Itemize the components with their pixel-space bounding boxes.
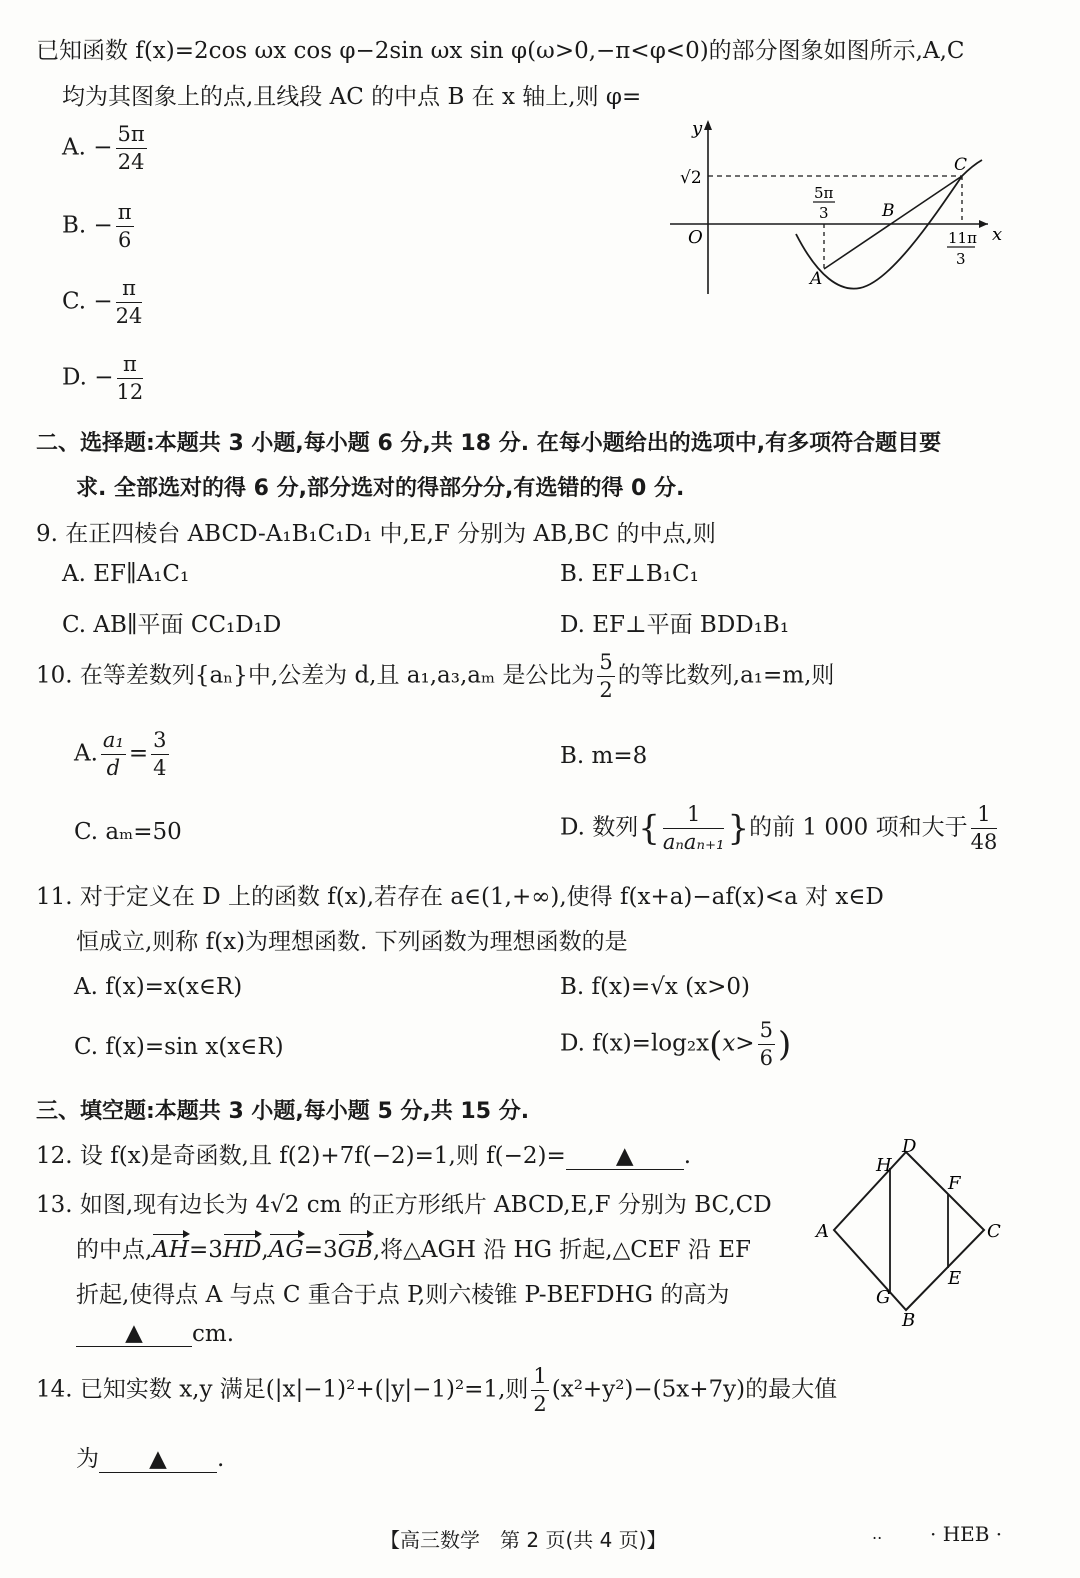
domain-condition: x>	[722, 1030, 755, 1057]
q10-option-d	[560, 804, 1000, 853]
option-fraction	[116, 124, 147, 173]
x-label: x	[992, 224, 1003, 245]
q10-ratio-fraction	[597, 652, 614, 701]
q11-stem-line1: 11. 对于定义在 D 上的函数 f(x),若存在 a∈(1,+∞),使得 f(x+a)−af(x)<a 对 x∈D	[36, 884, 884, 910]
denominator: 12	[116, 380, 144, 404]
q14-answer-line	[76, 1440, 224, 1473]
option-fraction	[116, 278, 143, 327]
option-fraction	[116, 202, 134, 251]
right-brace: }	[727, 808, 750, 849]
x1-den: 3	[819, 204, 829, 222]
footer-code: · HEB ·	[930, 1522, 1003, 1546]
sequence-term-fraction	[663, 804, 725, 853]
option-label: C. −	[62, 288, 113, 315]
numerator: 1	[971, 804, 998, 829]
label-d: D	[902, 1136, 917, 1157]
q10-option-b: B. m=8	[560, 743, 648, 769]
denominator: 48	[970, 830, 998, 854]
q10-option-c: C. aₘ=50	[74, 819, 182, 845]
period: .	[683, 1143, 692, 1169]
q13-text-b: =3	[188, 1237, 223, 1263]
q8-option-a	[62, 124, 150, 173]
option-d-middle: 的前 1 000 项和大于	[749, 814, 968, 841]
origin-label: O	[688, 227, 703, 248]
q8-option-c	[62, 278, 145, 327]
q13-square-figure	[812, 1130, 1012, 1330]
option-d-function: D. f(x)=log₂x	[560, 1030, 710, 1057]
q13-line3: 折起,使得点 A 与点 C 重合于点 P,则六棱锥 P-BEFDHG 的高为	[76, 1282, 730, 1308]
label-c: C	[987, 1221, 1001, 1242]
option-label: D. 数列	[560, 814, 639, 841]
q13-text-c: ,	[261, 1237, 269, 1263]
y-label: y	[692, 118, 703, 139]
q8-stem-line1: 已知函数 f(x)=2cos ωx cos φ−2sin ωx sin φ(ω>0,−π<φ<0)的部分图象如图所示,A,C	[36, 38, 965, 64]
a1-over-d	[101, 730, 126, 779]
q11-option-c: C. f(x)=sin x(x∈R)	[74, 1034, 284, 1060]
section3-heading: 三、填空题:本题共 3 小题,每小题 5 分,共 15 分.	[36, 1099, 530, 1124]
numerator: π	[116, 278, 143, 303]
q11-option-d	[560, 1020, 791, 1069]
point-c-label: C	[954, 155, 968, 175]
section2-heading-line2: 求. 全部选对的得 6 分,部分选对的得部分分,有选错的得 0 分.	[76, 476, 685, 501]
section2-heading-line1: 二、选择题:本题共 3 小题,每小题 6 分,共 18 分. 在每小题给出的选项中,有多项符合题目要	[36, 431, 942, 456]
square-abcd	[834, 1152, 984, 1310]
q13-text-e: ,将△AGH 沿 HG 折起,△CEF 沿 EF	[372, 1237, 751, 1263]
left-paren: (	[709, 1024, 723, 1065]
denominator: 24	[115, 304, 143, 328]
q11-stem-line2: 恒成立,则称 f(x)为理想函数. 下列函数为理想函数的是	[76, 929, 628, 955]
numerator: 1	[663, 804, 725, 829]
q13-text-d: =3	[303, 1237, 338, 1263]
numerator: 3	[151, 730, 168, 755]
equals-sign: =	[128, 740, 149, 767]
numerator: 5	[758, 1020, 775, 1045]
point-b-label: B	[882, 201, 895, 221]
numerator: 1	[531, 1366, 548, 1391]
label-a: A	[816, 1221, 829, 1242]
q9-stem: 9. 在正四棱台 ABCD-A₁B₁C₁D₁ 中,E,F 分别为 AB,BC 的中点,则	[36, 521, 716, 547]
five-sixths	[758, 1020, 775, 1069]
q9-option-d: D. EF⊥平面 BDD₁B₁	[560, 612, 790, 638]
x2-den: 3	[956, 250, 966, 268]
denominator: 4	[153, 756, 167, 780]
denominator: 6	[118, 228, 132, 252]
x1-num: 5π	[814, 184, 834, 202]
label-f: F	[948, 1173, 961, 1194]
q10-stem-part1: 10. 在等差数列{aₙ}中,公差为 d,且 a₁,a₃,aₘ 是公比为	[36, 662, 595, 689]
vector-hd: HD	[222, 1237, 262, 1263]
unit-cm: cm.	[192, 1321, 235, 1347]
q8-stem-line2: 均为其图象上的点,且线段 AC 的中点 B 在 x 轴上,则 φ=	[62, 84, 642, 110]
one-half	[531, 1366, 548, 1415]
right-paren: )	[777, 1024, 792, 1065]
x-axis-arrow	[979, 220, 988, 228]
q14-stem	[36, 1366, 837, 1415]
q13-line2	[76, 1231, 751, 1264]
label-e: E	[948, 1268, 962, 1289]
q8-option-b	[62, 202, 137, 251]
q10-stem-part2: 的等比数列,a₁=m,则	[617, 662, 835, 689]
q9-option-b: B. EF⊥B₁C₁	[560, 561, 699, 587]
option-label: A.	[74, 740, 98, 767]
q10-stem	[36, 652, 834, 701]
q14-text-b: (x²+y²)−(5x+7y)的最大值	[551, 1376, 838, 1403]
vector-gb: GB	[337, 1237, 373, 1263]
option-label: B. −	[62, 212, 113, 239]
segment-ac	[824, 176, 962, 269]
q11-option-a: A. f(x)=x(x∈R)	[74, 974, 243, 1000]
period: .	[217, 1446, 225, 1472]
q12-text: 12. 设 f(x)是奇函数,且 f(2)+7f(−2)=1,则 f(−2)=	[36, 1143, 566, 1169]
q13-text-a: 的中点,	[76, 1237, 153, 1263]
sqrt2-label: √2	[680, 168, 702, 188]
option-label: A. −	[62, 134, 113, 161]
q14-text-a: 14. 已知实数 x,y 满足(|x|−1)²+(|y|−1)²=1,则	[36, 1376, 529, 1403]
page-footer: 【高三数学 第 2 页(共 4 页)】	[380, 1528, 667, 1552]
denominator: 24	[117, 150, 145, 174]
numerator: 5π	[116, 124, 147, 149]
q11-option-b: B. f(x)=√x (x>0)	[560, 974, 750, 1000]
numerator: 5	[597, 652, 614, 677]
q12-stem	[36, 1137, 691, 1170]
q13-answer-line	[76, 1320, 234, 1347]
q10-option-a	[74, 730, 172, 779]
q9-option-a: A. EF∥A₁C₁	[62, 561, 190, 587]
denominator: aₙaₙ₊₁	[662, 830, 725, 854]
label-g: G	[876, 1287, 891, 1308]
one-48th	[971, 804, 998, 853]
y-axis-arrow	[704, 120, 712, 130]
q9-option-c: C. AB∥平面 CC₁D₁D	[62, 612, 282, 638]
numerator: a₁	[101, 730, 126, 755]
denominator: 2	[533, 1392, 547, 1416]
denominator: d	[106, 756, 121, 780]
q8-option-d	[62, 354, 146, 403]
vector-ah: AH	[152, 1237, 189, 1263]
vector-ag: AG	[268, 1237, 304, 1263]
option-fraction	[117, 354, 144, 403]
option-label: D. −	[62, 364, 114, 391]
footer-dots: ..	[872, 1524, 883, 1543]
three-quarters	[151, 730, 168, 779]
q12-answer-blank[interactable]: ▲	[566, 1143, 684, 1170]
numerator: π	[117, 354, 144, 379]
q14-prefix: 为	[76, 1446, 99, 1472]
label-h: H	[876, 1155, 892, 1176]
q14-answer-blank[interactable]: ▲	[99, 1446, 217, 1473]
label-b: B	[902, 1310, 916, 1330]
point-a-label: A	[810, 269, 823, 289]
q8-function-graph	[670, 112, 1010, 302]
numerator: π	[116, 202, 134, 227]
q13-line1: 13. 如图,现有边长为 4√2 cm 的正方形纸片 ABCD,E,F 分别为 BC,CD	[36, 1192, 772, 1218]
denominator: 6	[759, 1046, 773, 1070]
left-brace: {	[638, 808, 660, 849]
q13-answer-blank[interactable]: ▲	[76, 1320, 192, 1347]
x2-num: 11π	[948, 229, 977, 247]
denominator: 2	[599, 678, 613, 702]
